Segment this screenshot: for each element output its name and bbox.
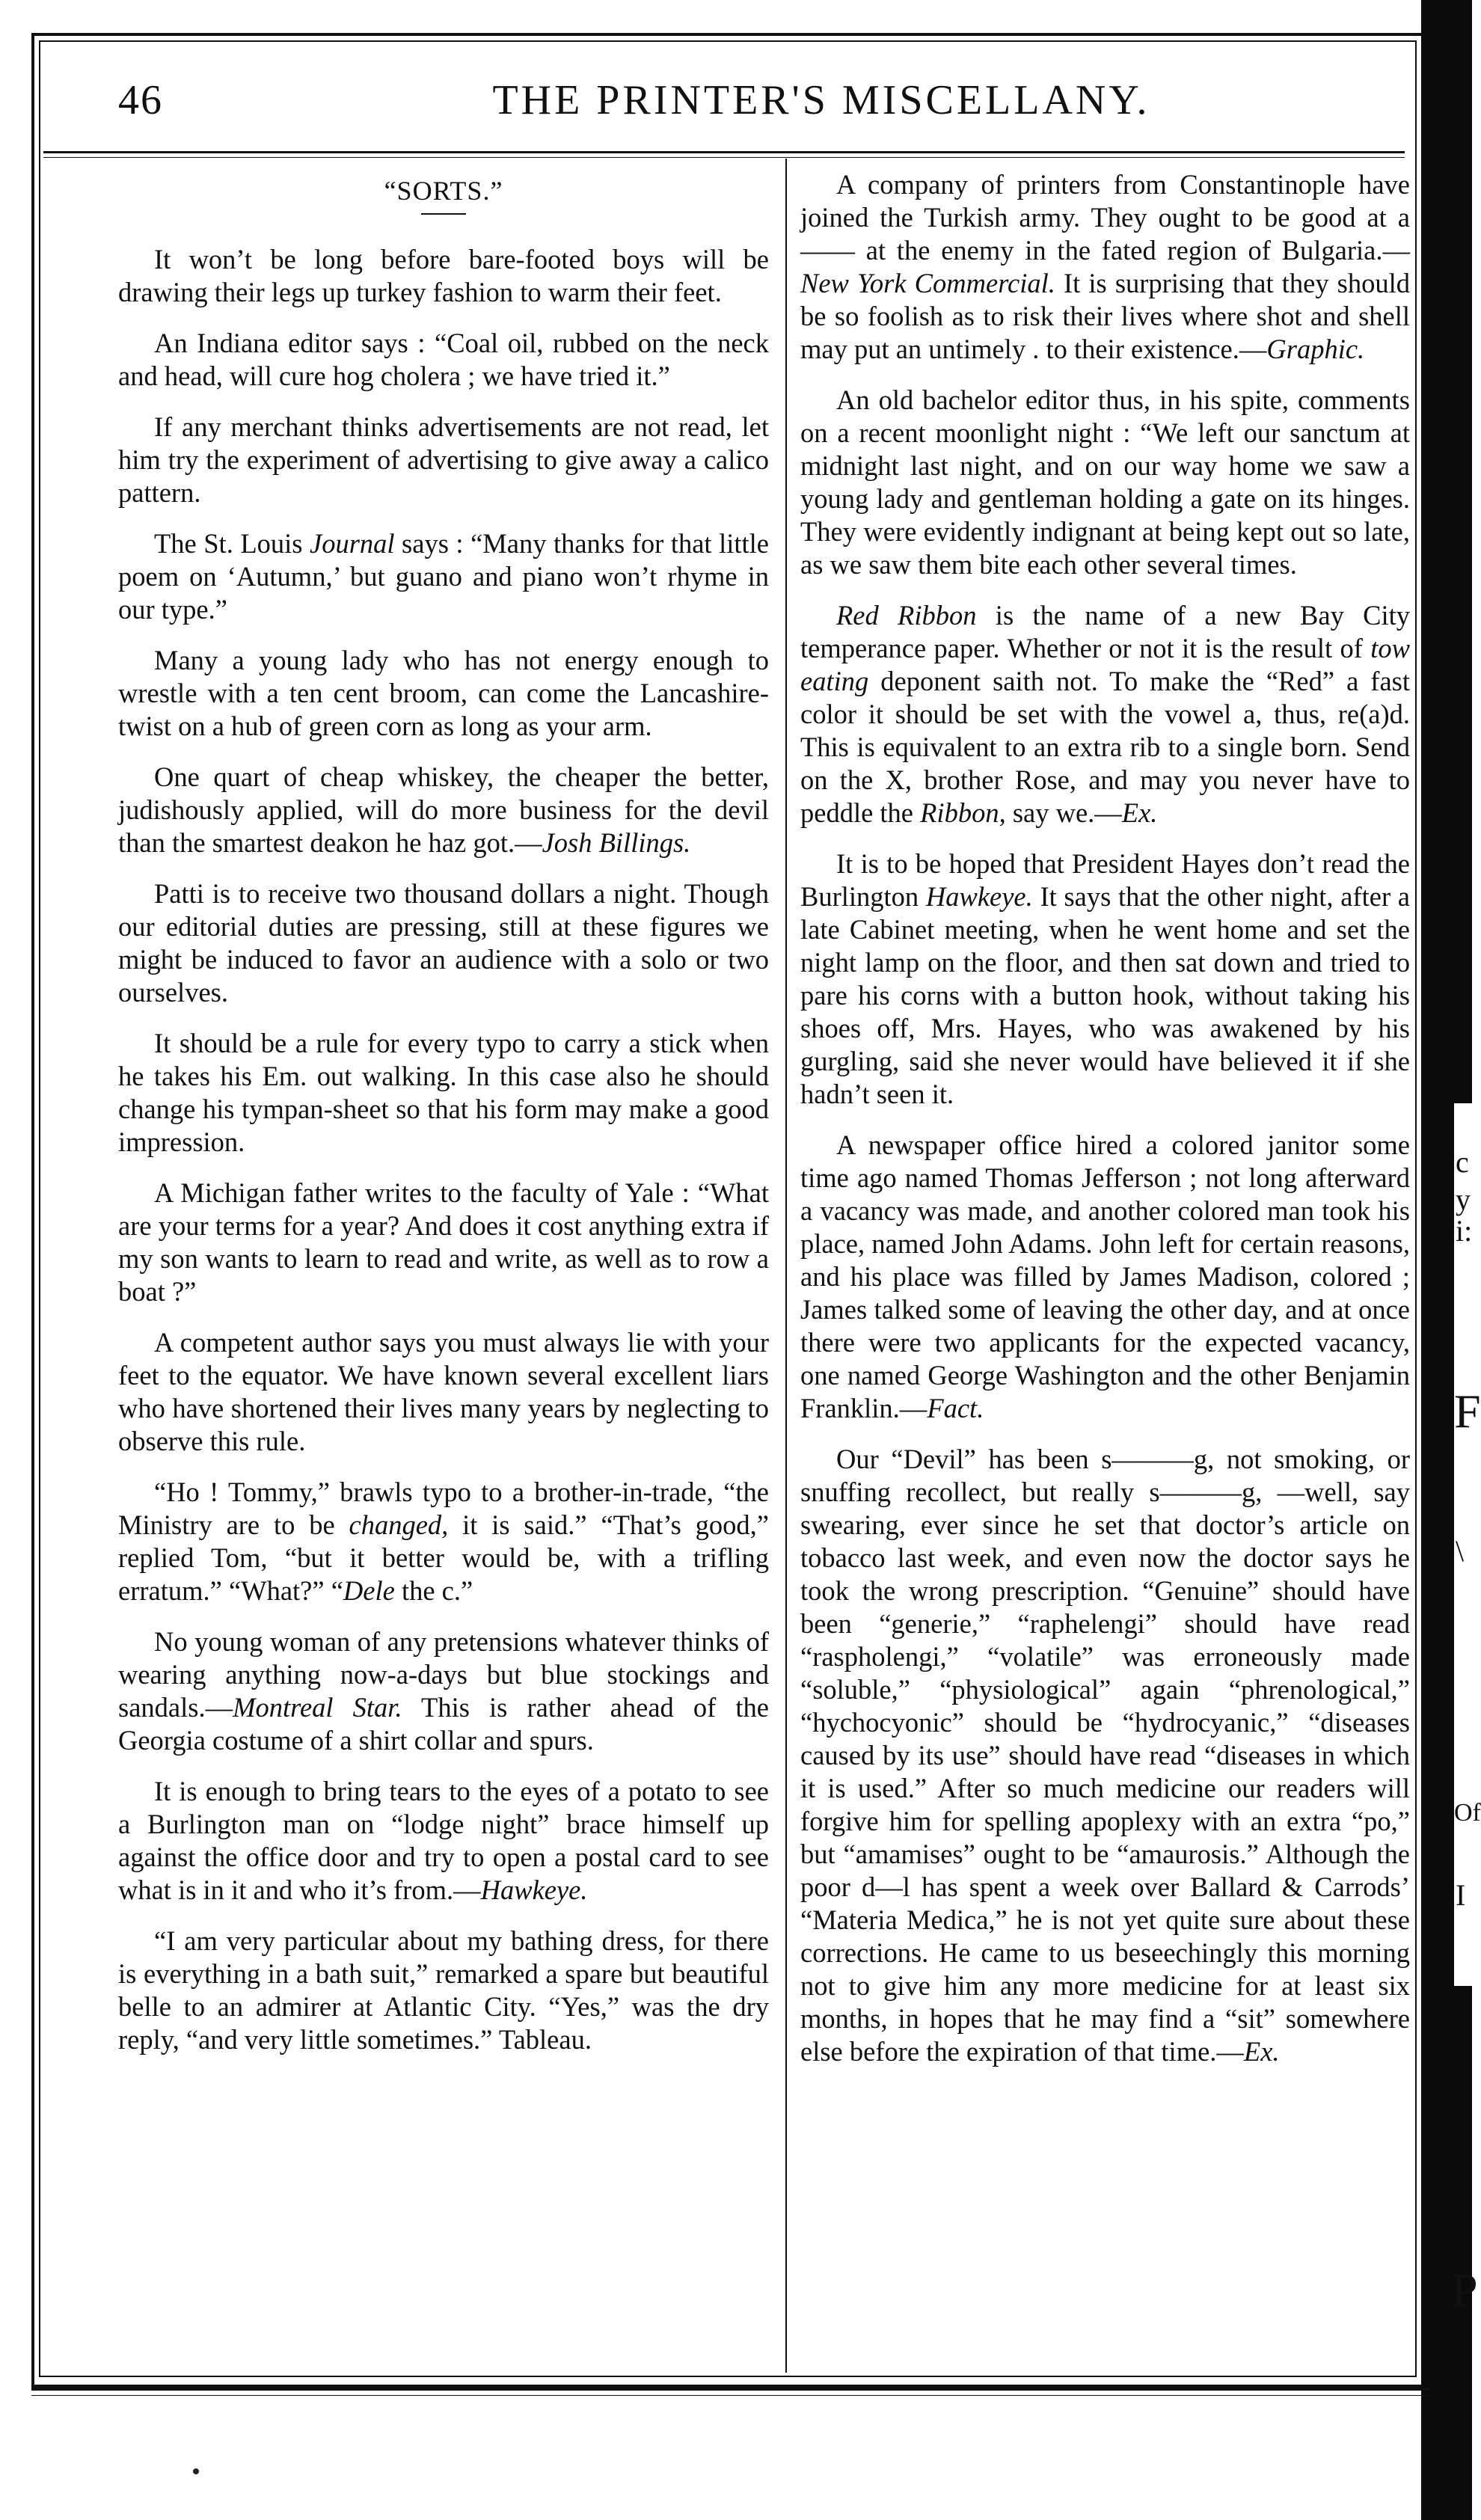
attribution: New York Commercial. <box>800 268 1055 298</box>
edge-fragment: \ <box>1456 1534 1465 1568</box>
header-rule <box>43 151 1405 153</box>
paragraph: An old bachelor editor thus, in his spite, comments on a recent moonlight night : “We left our sanctum at midnight last night, and on our way home we saw a young lady and gentleman holding a gate on its hinges. They were evidently indignant at being kept out so late, as we saw them bite each other several times. <box>800 384 1410 580</box>
paragraph: The St. Louis Journal says : “Many thanks for that little poem on ‘Autumn,’ but guano and piano won’t rhyme in our type.” <box>118 528 769 625</box>
paragraph: An Indiana editor says : “Coal oil, rubbed on the neck and head, will cure hog cholera ; we have tried it.” <box>118 328 769 391</box>
paragraph: It should be a rule for every typo to carry a stick when he takes his Em. out walking. In this case also he should change his tympan-sheet so that his form may make a good impression. <box>118 1028 769 1157</box>
ink-speck <box>193 2468 199 2474</box>
attribution: Ex. <box>1243 2036 1280 2067</box>
bottom-rule <box>31 2388 1430 2391</box>
paragraph: It is enough to bring tears to the eyes of a potato to see a Burlington man on “lodge night” brace himself up against the office door and try to open a postal card to see what is in it and who it’s from.—Hawkeye. <box>118 1776 769 1905</box>
paragraph: Our “Devil” has been s———g, not smoking, or snuffing recollect, but really s———g, —well, say swearing, ever since he set that doctor’s article on tobacco last week, and even now the doctor says he took the wrong prescription. “Genuine” should have been “generie,” “raphelengi” should have read “raspholengi,” “volatile” was erroneously made “soluble,” “physiological” again “phrenological,” “hychocyonic” should be “hydrocyanic,” “diseases caused by its use” should have read “diseases in which it is used.” After so much medicine our readers will forgive him for spelling apoplexy with an extra “po,” but “amamises” ought to be “amaurosis.” Although the poor d—l has spent a week over Ballard & Carrods’ “Materia Medica,” he is not yet quite sure about these corrections. He came to us beseechingly this morning not to give him any more medicine for at least six months, in hopes that he may find a “sit” somewhere else before the expiration of that time.—Ex. <box>800 1444 1410 2067</box>
left-column <box>118 168 769 2074</box>
paragraph: One quart of cheap whiskey, the cheaper the better, judishously applied, will do more business for the devil than the smartest deakon he haz got.—Josh Billings. <box>118 761 769 858</box>
page-header <box>43 69 1405 151</box>
attribution: Hawkeye. <box>480 1874 588 1905</box>
edge-fragment: Of <box>1454 1799 1481 1827</box>
paragraph: Red Ribbon is the name of a new Bay City temperance paper. Whether or not it is the result of tow eating deponent saith not. To make the “Red” a fast color it should be set with the vowel a, thus, re(a)d. This is equivalent to an extra rib to a single born. Send on the X, brother Rose, and may you never have to peddle the Ribbon, say we.—Ex. <box>800 600 1410 828</box>
edge-fragment: P <box>1451 2263 1478 2317</box>
edge-fragment: i: <box>1456 1214 1473 1248</box>
section-heading: “SORTS.” <box>384 176 503 206</box>
paragraph: It is to be hoped that President Hayes don’t read the Burlington Hawkeye. It says that the other night, after a late Cabinet meeting, when he went home and set the night lamp on the floor, and then sat down and tried to pare his corns with a button hook, without taking his shoes off, Mrs. Hayes, who was awakened by his gurgling, said she never would have believed it if she hadn’t seen it. <box>800 848 1410 1109</box>
paragraph: A newspaper office hired a colored janitor some time ago named Thomas Jefferson ; not long afterward a vacancy was made, and another colored man took his place, named John Adams. John left for certain reasons, and his place was filled by James Madison, colored ; James talked some of leaving the other day, and at once there were two applicants for the expected vacancy, one named George Washington and the other Benjamin Franklin.—Fact. <box>800 1129 1410 1423</box>
paragraph: Patti is to receive two thousand dollars a night. Though our editorial duties are pressing, still at these figures we might be induced to favor an audience with a solo or two ourselves. <box>118 878 769 1008</box>
attribution: Josh Billings. <box>542 827 691 858</box>
column-divider <box>785 159 787 2373</box>
edge-fragment: F <box>1454 1385 1481 1438</box>
attribution: Graphic. <box>1266 334 1365 364</box>
page-number: 46 <box>118 77 163 123</box>
edge-fragment: I <box>1456 1878 1466 1912</box>
attribution: Montreal Star. <box>233 1692 402 1723</box>
paragraph: A Michigan father writes to the faculty of Yale : “What are your terms for a year? And does it cost anything extra if my son wants to learn to read and write, as well as to row a boat ?” <box>118 1177 769 1307</box>
edge-fragment: c <box>1456 1145 1469 1179</box>
heading-rule <box>421 213 466 215</box>
attribution: Fact. <box>927 1393 984 1423</box>
header-rule-thin <box>43 157 1405 158</box>
running-title: THE PRINTER'S MISCELLANY. <box>492 77 1150 123</box>
paragraph: “I am very particular about my bathing dress, for there is everything in a bath suit,” remarked a spare but beautiful belle to an admirer at Atlantic City. “Yes,” was the dry reply, “and very little sometimes.” Tableau. <box>118 1925 769 2055</box>
right-column <box>800 168 1410 2086</box>
paragraph: It won’t be long before bare-footed boys will be drawing their legs up turkey fashion to warm their feet. <box>118 244 769 307</box>
paragraph: “Ho ! Tommy,” brawls typo to a brother-in-trade, “the Ministry are to be changed, it is said.” “That’s good,” replied Tom, “but it better would be, with a trifling erratum.” “What?” “Dele the c.” <box>118 1477 769 1606</box>
paragraph: If any merchant thinks advertisements are not read, let him try the experiment of advertising to give away a calico pattern. <box>118 411 769 508</box>
attribution: Ex. <box>1121 797 1158 828</box>
paragraph: A company of printers from Constantinople have joined the Turkish army. They ought to be good at a —— at the enemy in the fated region of Bulgaria.—New York Commercial. It is surprising that they should be so foolish as to risk their lives where shot and shell may put an untimely . to their existence.—Graphic. <box>800 169 1411 364</box>
paragraph: No young woman of any pretensions whatever thinks of wearing anything now-a-days but blue stockings and sandals.—Montreal Star. This is rather ahead of the Georgia costume of a shirt collar and spurs. <box>118 1626 769 1756</box>
bottom-rule-thin <box>31 2395 1430 2396</box>
paragraph: Many a young lady who has not energy enough to wrestle with a ten cent broom, can come the Lancashire-twist on a hub of green corn as long as your arm. <box>118 645 769 741</box>
paragraph: A competent author says you must always lie with your feet to the equator. We have known several excellent liars who have shortened their lives many years by neglecting to observe this rule. <box>118 1327 769 1456</box>
edge-fragment: y <box>1456 1183 1471 1216</box>
